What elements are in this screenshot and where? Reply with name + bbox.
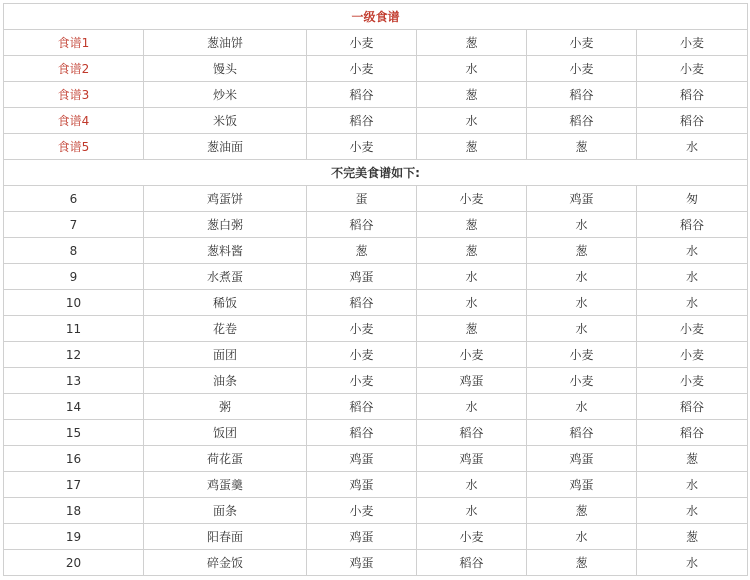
ingredient-3: 稻谷 <box>527 82 637 108</box>
ingredient-4: 稻谷 <box>637 212 748 238</box>
table-row <box>4 394 748 420</box>
recipe-name: 葱油饼 <box>144 30 307 56</box>
ingredient-2: 鸡蛋 <box>417 446 527 472</box>
ingredient-2: 水 <box>417 472 527 498</box>
ingredient-3: 小麦 <box>527 368 637 394</box>
recipe-id: 14 <box>4 394 144 420</box>
recipe-table <box>3 3 748 576</box>
ingredient-3: 水 <box>527 212 637 238</box>
ingredient-1: 鸡蛋 <box>307 524 417 550</box>
table-row <box>4 212 748 238</box>
ingredient-1: 小麦 <box>307 316 417 342</box>
ingredient-3: 稻谷 <box>527 108 637 134</box>
ingredient-3: 葱 <box>527 134 637 160</box>
ingredient-4: 小麦 <box>637 316 748 342</box>
table-row <box>4 420 748 446</box>
ingredient-4: 水 <box>637 134 748 160</box>
ingredient-4: 小麦 <box>637 30 748 56</box>
ingredient-2: 葱 <box>417 212 527 238</box>
ingredient-1: 小麦 <box>307 498 417 524</box>
recipe-name: 水煮蛋 <box>144 264 307 290</box>
ingredient-2: 小麦 <box>417 524 527 550</box>
ingredient-2: 鸡蛋 <box>417 368 527 394</box>
recipe-name: 阳春面 <box>144 524 307 550</box>
ingredient-2: 葱 <box>417 30 527 56</box>
ingredient-3: 水 <box>527 316 637 342</box>
recipe-name: 葱料酱 <box>144 238 307 264</box>
ingredient-3: 葱 <box>527 498 637 524</box>
ingredient-3: 小麦 <box>527 342 637 368</box>
section-title-level1: 一级食谱 <box>4 4 748 30</box>
table-row <box>4 108 748 134</box>
recipe-name: 面条 <box>144 498 307 524</box>
ingredient-3: 鸡蛋 <box>527 472 637 498</box>
ingredient-1: 稻谷 <box>307 420 417 446</box>
ingredient-2: 小麦 <box>417 342 527 368</box>
recipe-id: 9 <box>4 264 144 290</box>
recipe-name: 粥 <box>144 394 307 420</box>
ingredient-1: 葱 <box>307 238 417 264</box>
ingredient-3: 水 <box>527 290 637 316</box>
recipe-name: 花卷 <box>144 316 307 342</box>
ingredient-4: 稻谷 <box>637 82 748 108</box>
ingredient-1: 小麦 <box>307 342 417 368</box>
table-row <box>4 446 748 472</box>
ingredient-3: 小麦 <box>527 30 637 56</box>
recipe-name: 葱白粥 <box>144 212 307 238</box>
ingredient-3: 鸡蛋 <box>527 446 637 472</box>
recipe-name: 荷花蛋 <box>144 446 307 472</box>
ingredient-4: 葱 <box>637 446 748 472</box>
recipe-name: 稀饭 <box>144 290 307 316</box>
table-row <box>4 238 748 264</box>
recipe-id: 7 <box>4 212 144 238</box>
ingredient-1: 小麦 <box>307 30 417 56</box>
recipe-id: 11 <box>4 316 144 342</box>
recipe-id: 食谱5 <box>4 134 144 160</box>
recipe-id: 16 <box>4 446 144 472</box>
recipe-id: 8 <box>4 238 144 264</box>
recipe-id: 18 <box>4 498 144 524</box>
recipe-name: 饭团 <box>144 420 307 446</box>
ingredient-3: 水 <box>527 394 637 420</box>
recipe-id: 食谱4 <box>4 108 144 134</box>
recipe-id: 食谱2 <box>4 56 144 82</box>
ingredient-1: 稻谷 <box>307 82 417 108</box>
table-row <box>4 472 748 498</box>
recipe-id: 食谱3 <box>4 82 144 108</box>
ingredient-2: 水 <box>417 290 527 316</box>
ingredient-4: 稻谷 <box>637 108 748 134</box>
ingredient-1: 稻谷 <box>307 394 417 420</box>
ingredient-1: 小麦 <box>307 134 417 160</box>
ingredient-2: 水 <box>417 394 527 420</box>
table-row <box>4 342 748 368</box>
table-row <box>4 498 748 524</box>
recipe-id: 19 <box>4 524 144 550</box>
ingredient-4: 水 <box>637 498 748 524</box>
ingredient-2: 葱 <box>417 316 527 342</box>
section-header-level1 <box>4 4 748 30</box>
ingredient-4: 稻谷 <box>637 394 748 420</box>
table-row <box>4 524 748 550</box>
table-row <box>4 82 748 108</box>
recipe-id: 13 <box>4 368 144 394</box>
recipe-name: 鸡蛋饼 <box>144 186 307 212</box>
ingredient-2: 水 <box>417 264 527 290</box>
ingredient-1: 鸡蛋 <box>307 550 417 576</box>
recipe-id: 12 <box>4 342 144 368</box>
table-row <box>4 30 748 56</box>
ingredient-1: 小麦 <box>307 56 417 82</box>
recipe-name: 馒头 <box>144 56 307 82</box>
recipe-id: 17 <box>4 472 144 498</box>
table-row <box>4 316 748 342</box>
recipe-name: 葱油面 <box>144 134 307 160</box>
ingredient-2: 水 <box>417 498 527 524</box>
ingredient-4: 小麦 <box>637 368 748 394</box>
ingredient-4: 小麦 <box>637 56 748 82</box>
ingredient-2: 稻谷 <box>417 550 527 576</box>
recipe-name: 面团 <box>144 342 307 368</box>
ingredient-4: 水 <box>637 550 748 576</box>
ingredient-4: 水 <box>637 290 748 316</box>
table-row <box>4 186 748 212</box>
recipe-name: 米饭 <box>144 108 307 134</box>
ingredient-3: 稻谷 <box>527 420 637 446</box>
recipe-name: 鸡蛋羹 <box>144 472 307 498</box>
ingredient-4: 葱 <box>637 524 748 550</box>
ingredient-3: 小麦 <box>527 56 637 82</box>
ingredient-3: 葱 <box>527 550 637 576</box>
ingredient-2: 稻谷 <box>417 420 527 446</box>
recipe-id: 20 <box>4 550 144 576</box>
ingredient-2: 葱 <box>417 134 527 160</box>
table-row <box>4 550 748 576</box>
ingredient-1: 鸡蛋 <box>307 446 417 472</box>
recipe-id: 10 <box>4 290 144 316</box>
recipe-name: 炒米 <box>144 82 307 108</box>
table-row <box>4 56 748 82</box>
ingredient-3: 水 <box>527 264 637 290</box>
recipe-name: 油条 <box>144 368 307 394</box>
section-title-imperfect: 不完美食谱如下: <box>4 160 748 186</box>
recipe-id: 食谱1 <box>4 30 144 56</box>
ingredient-3: 鸡蛋 <box>527 186 637 212</box>
ingredient-2: 葱 <box>417 82 527 108</box>
ingredient-1: 稻谷 <box>307 212 417 238</box>
table-row <box>4 134 748 160</box>
ingredient-4: 水 <box>637 238 748 264</box>
ingredient-4: 小麦 <box>637 342 748 368</box>
section-header-imperfect <box>4 160 748 186</box>
ingredient-2: 葱 <box>417 238 527 264</box>
ingredient-2: 水 <box>417 56 527 82</box>
table-row <box>4 368 748 394</box>
recipe-table-body <box>4 4 748 576</box>
ingredient-4: 水 <box>637 264 748 290</box>
recipe-id: 15 <box>4 420 144 446</box>
ingredient-3: 葱 <box>527 238 637 264</box>
ingredient-2: 水 <box>417 108 527 134</box>
ingredient-1: 鸡蛋 <box>307 472 417 498</box>
ingredient-1: 鸡蛋 <box>307 264 417 290</box>
ingredient-2: 小麦 <box>417 186 527 212</box>
ingredient-1: 稻谷 <box>307 108 417 134</box>
ingredient-3: 水 <box>527 524 637 550</box>
ingredient-1: 稻谷 <box>307 290 417 316</box>
recipe-id: 6 <box>4 186 144 212</box>
ingredient-1: 蛋 <box>307 186 417 212</box>
ingredient-4: 稻谷 <box>637 420 748 446</box>
table-row <box>4 290 748 316</box>
ingredient-4: 水 <box>637 472 748 498</box>
ingredient-4: 匆 <box>637 186 748 212</box>
ingredient-1: 小麦 <box>307 368 417 394</box>
recipe-name: 碎金饭 <box>144 550 307 576</box>
table-row <box>4 264 748 290</box>
